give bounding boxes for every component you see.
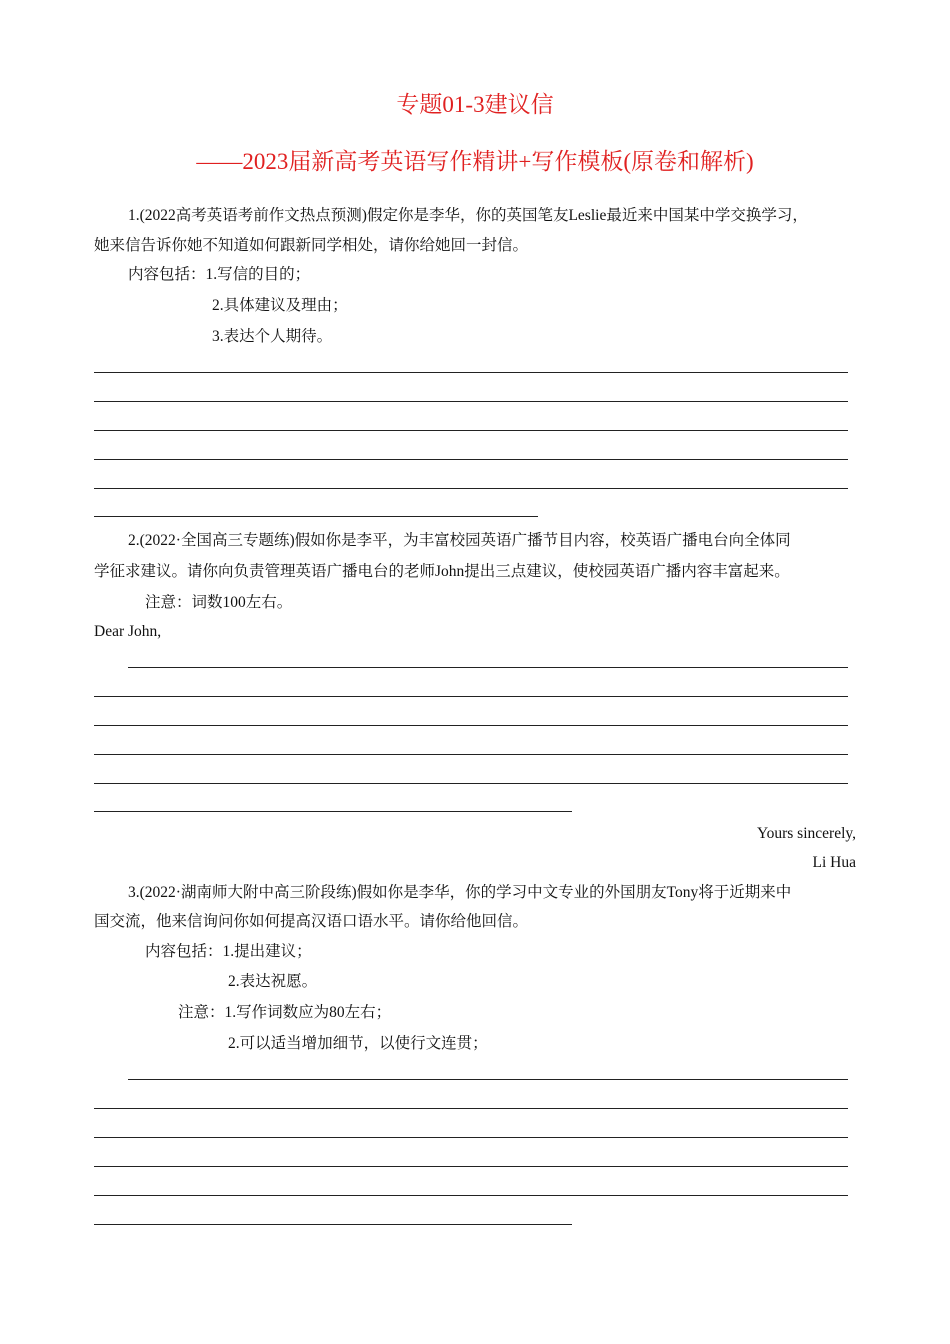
answer-line[interactable] [94,488,848,489]
answer-line[interactable] [94,811,572,812]
q3-item-2: 2.表达祝愿。 [228,973,318,990]
answer-line[interactable] [94,1137,848,1138]
answer-line[interactable] [94,401,848,402]
q2-greeting: Dear John, [94,623,162,640]
q1-prompt-line1: 1.(2022高考英语考前作文热点预测)假定你是李华，你的英国笔友Leslie最近来中国某中学交换学习， [128,207,808,224]
answer-line[interactable] [94,1224,572,1225]
answer-line[interactable] [94,459,848,460]
answer-line[interactable] [94,372,848,373]
answer-line[interactable] [94,696,848,697]
q1-prompt-line2: 她来信告诉你她不知道如何跟新同学相处，请你给她回一封信。 [94,237,529,254]
page-subtitle: ——2023届新高考英语写作精讲+写作模板(原卷和解析) [196,149,754,174]
q2-note: 注意：词数100左右。 [145,594,293,611]
answer-line[interactable] [94,516,538,517]
answer-line[interactable] [94,1166,848,1167]
q3-content-label: 内容包括：1.提出建议； [145,943,312,960]
answer-line[interactable] [94,430,848,431]
q2-prompt-line2: 学征求建议。请你向负责管理英语广播电台的老师John提出三点建议，使校园英语广播内容丰富起来。 [94,563,790,580]
q1-content-label: 内容包括：1.写信的目的； [128,266,311,283]
page-title: 专题01-3建议信 [396,92,554,117]
q3-note-label: 注意：1.写作词数应为80左右； [178,1004,392,1021]
answer-line[interactable] [94,783,848,784]
answer-line[interactable] [94,1108,848,1109]
q3-note-2: 2.可以适当增加细节，以使行文连贯； [228,1035,488,1052]
answer-line[interactable] [128,1079,848,1080]
q2-prompt-line1: 2.(2022·全国高三专题练)假如你是李平，为丰富校园英语广播节目内容，校英语广播电台向全体同 [128,532,791,549]
q1-item-3: 3.表达个人期待。 [212,328,333,345]
answer-line[interactable] [128,667,848,668]
answer-line[interactable] [94,725,848,726]
q3-prompt-line2: 国交流，他来信询问你如何提高汉语口语水平。请你给他回信。 [94,913,529,930]
q2-closing: Yours sincerely, [756,825,856,842]
answer-line[interactable] [94,754,848,755]
answer-line[interactable] [94,1195,848,1196]
q3-prompt-line1: 3.(2022·湖南师大附中高三阶段练)假如你是李华，你的学习中文专业的外国朋友Tony将于近期来中 [128,884,792,901]
q1-item-2: 2.具体建议及理由； [212,297,348,314]
q2-signature: Li Hua [812,854,856,871]
